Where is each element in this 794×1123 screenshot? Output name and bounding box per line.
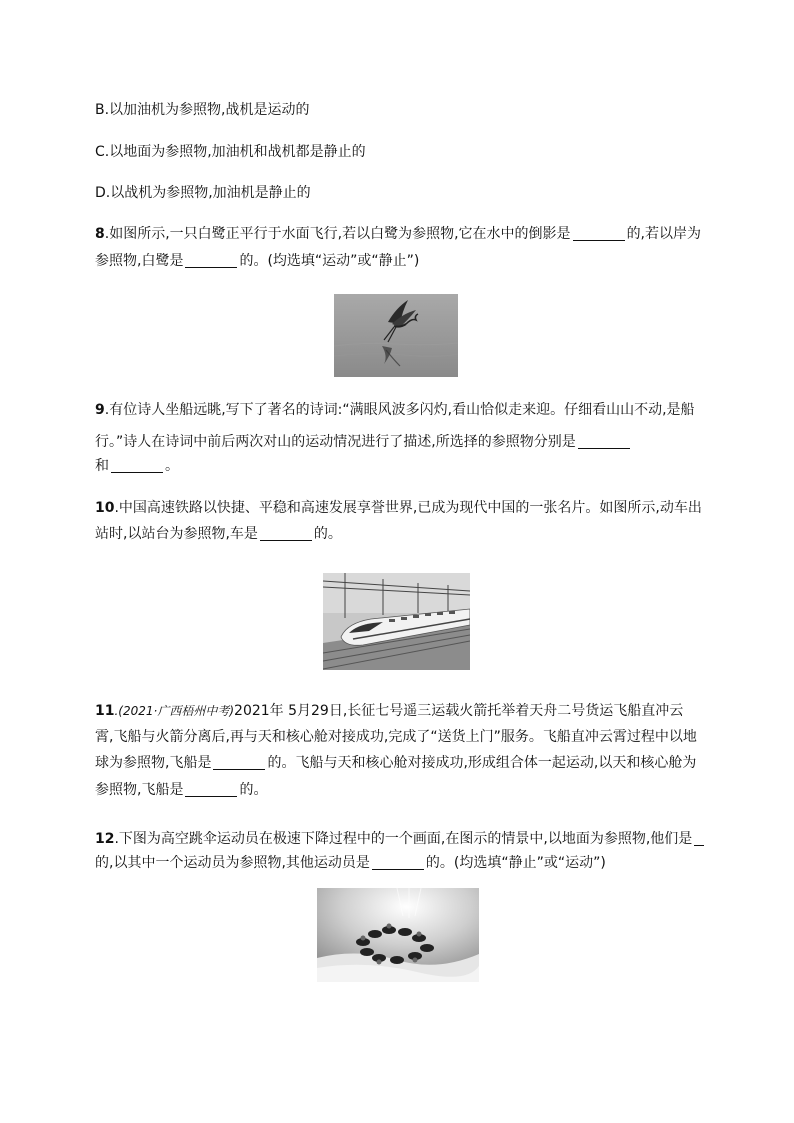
q11-blank-2[interactable] <box>185 782 237 797</box>
option-b: B.以加油机为参照物,战机是运动的 <box>95 102 310 118</box>
q11-blank-1[interactable] <box>213 755 265 770</box>
q10-line-2: 站时,以站台为参照物,车是 的。 <box>95 526 342 542</box>
option-c: C.以地面为参照物,加油机和战机都是静止的 <box>95 144 366 160</box>
skydivers-image <box>317 888 479 982</box>
egret-image <box>334 294 458 377</box>
q12-blank-2[interactable] <box>372 855 424 870</box>
q9-blank-2[interactable] <box>111 458 163 473</box>
q11-line-1: 11.(2021·广西梧州中考)2021年 5月29日,长征七号遥三运载火箭托举着天舟二号货运飞船直冲云 <box>95 703 684 719</box>
q12-line-2: 的,以其中一个运动员为参照物,其他运动员是 的。(均选填“静止”或“运动”) <box>95 855 606 871</box>
q8-blank-1[interactable] <box>573 226 625 241</box>
q10-blank-1[interactable] <box>260 526 312 541</box>
q12-number: 12 <box>95 831 115 847</box>
q11-number: 11 <box>95 703 115 719</box>
q10-line-1: 10.中国高速铁路以快捷、平稳和高速发展享誉世界,已成为现代中国的一张名片。如图所示,动车出 <box>95 500 702 516</box>
q12-line-1: 12.下图为高空跳伞运动员在极速下降过程中的一个画面,在图示的情景中,以地面为参照物,他们是 <box>95 829 706 849</box>
q9-blank-1[interactable] <box>578 434 630 449</box>
q8-blank-2[interactable] <box>185 253 237 268</box>
q8-line-2: 参照物,白鹭是 的。(均选填“运动”或“静止”) <box>95 253 420 269</box>
q9-line-1: 9.有位诗人坐船远眺,写下了著名的诗词:“满眼风波多闪灼,看山恰似走来迎。仔细看山山不动,是船 <box>95 402 695 418</box>
q11-source: .(2021·广西梧州中考) <box>114 704 235 718</box>
q8-line-1: 8.如图所示,一只白鹭正平行于水面飞行,若以白鹭为参照物,它在水中的倒影是 的,若以岸为 <box>95 226 702 242</box>
q12-blank-1[interactable] <box>694 831 704 846</box>
q9-line-3: 和 。 <box>95 458 179 474</box>
bullet-train-image <box>323 573 470 670</box>
q8-number: 8 <box>95 226 105 242</box>
q11-line-4: 参照物,飞船是 的。 <box>95 782 268 798</box>
q9-number: 9 <box>95 402 105 418</box>
q11-line-2: 霄,飞船与火箭分离后,再与天和核心舱对接成功,完成了“送货上门”服务。飞船直冲云霄过程中以地 <box>95 729 697 745</box>
q10-number: 10 <box>95 500 115 516</box>
q9-line-2: 行。”诗人在诗词中前后两次对山的运动情况进行了描述,所选择的参照物分别是 <box>95 432 632 452</box>
option-d: D.以战机为参照物,加油机是静止的 <box>95 185 311 201</box>
q11-line-3: 球为参照物,飞船是 的。飞船与天和核心舱对接成功,形成组合体一起运动,以天和核心舱为 <box>95 755 697 771</box>
